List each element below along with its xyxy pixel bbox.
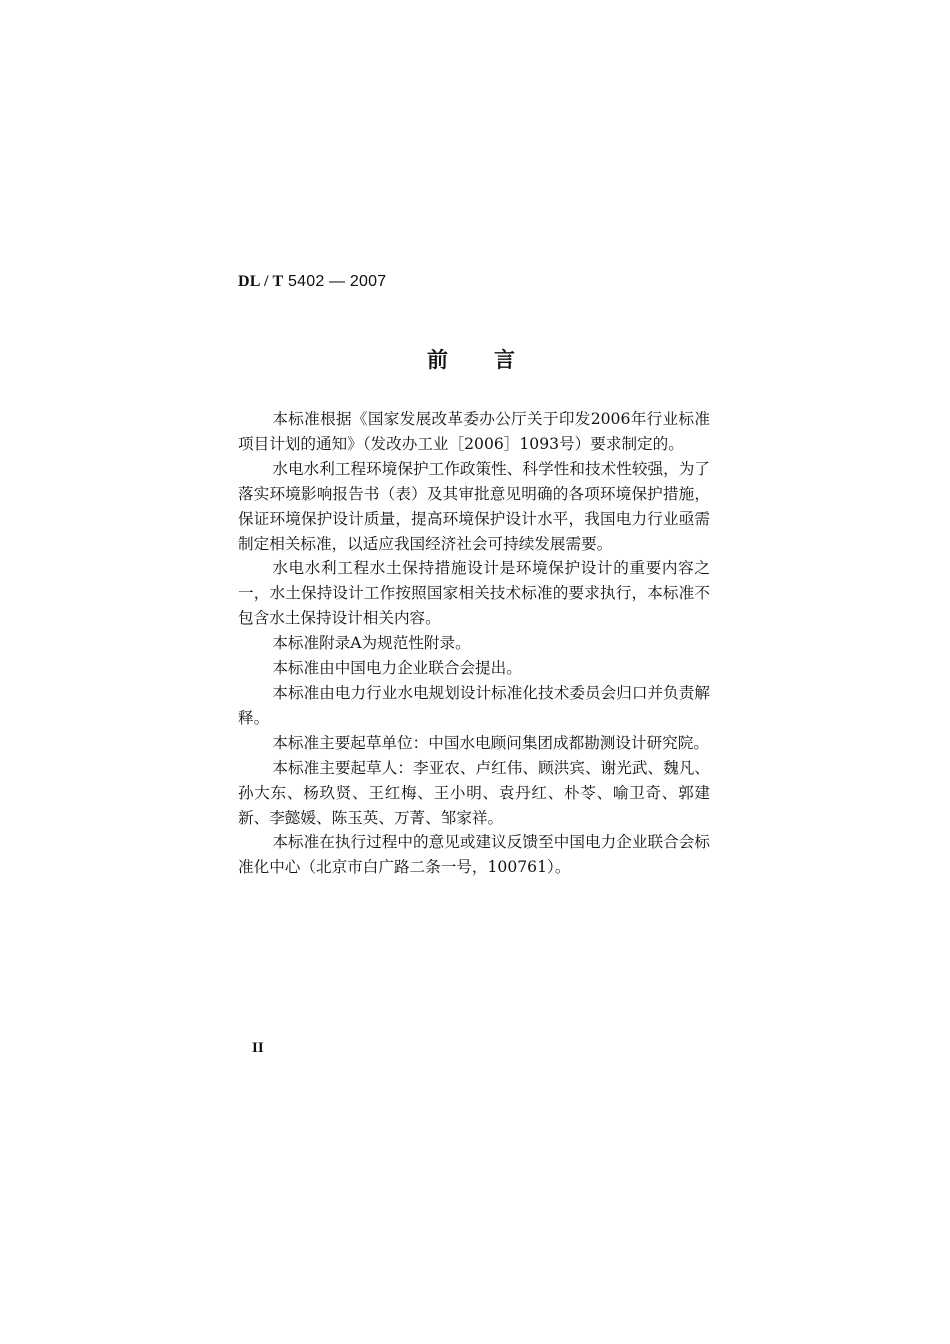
paragraph: 本标准附录A为规范性附录。 — [272, 634, 471, 653]
paragraph: 水电水利工程水土保持措施设计是环境保护设计的重要内容之一，水土保持设计工作按照国家相关技术标准的要求执行，本标准不包含水土保持设计相关内容。 — [238, 559, 710, 628]
paragraph: 本标准主要起草人：李亚农、卢红伟、顾洪宾、谢光武、魏凡、孙大东、杨玖贤、王红梅、王小明、袁丹红、朴苓、喻卫奇、郭建新、李懿媛、陈玉英、万菁、邹家祥。 — [238, 758, 710, 827]
standard-code-number: 5402 — 2007 — [283, 273, 387, 290]
page-number: II — [252, 1040, 264, 1056]
paragraph: 水电水利工程环境保护工作政策性、科学性和技术性较强，为了落实环境影响报告书（表）及其审批意见明确的各项环境保护措施，保证环境保护设计质量，提高环境保护设计水平，我国电力行业亟需制定相关标准，以适应我国经济社会可持续发展需要。 — [238, 459, 710, 553]
paragraph: 本标准在执行过程中的意见或建议反馈至中国电力企业联合会标准化中心（北京市白广路二条一号，100761）。 — [238, 833, 710, 877]
paragraph: 本标准根据《国家发展改革委办公厅关于印发2006年行业标准项目计划的通知》（发改办工业［2006］1093号）要求制定的。 — [238, 410, 710, 453]
page-title: 前言 — [427, 348, 561, 372]
standard-code — [238, 273, 386, 291]
paragraph: 本标准由电力行业水电规划设计标准化技术委员会归口并负责解释。 — [238, 683, 710, 727]
paragraph: 本标准由中国电力企业联合会提出。 — [272, 659, 522, 678]
standard-code-prefix: DL / T — [238, 273, 284, 290]
paragraph: 本标准主要起草单位：中国水电顾问集团成都勘测设计研究院。 — [272, 733, 709, 752]
foreword-body — [238, 407, 710, 880]
